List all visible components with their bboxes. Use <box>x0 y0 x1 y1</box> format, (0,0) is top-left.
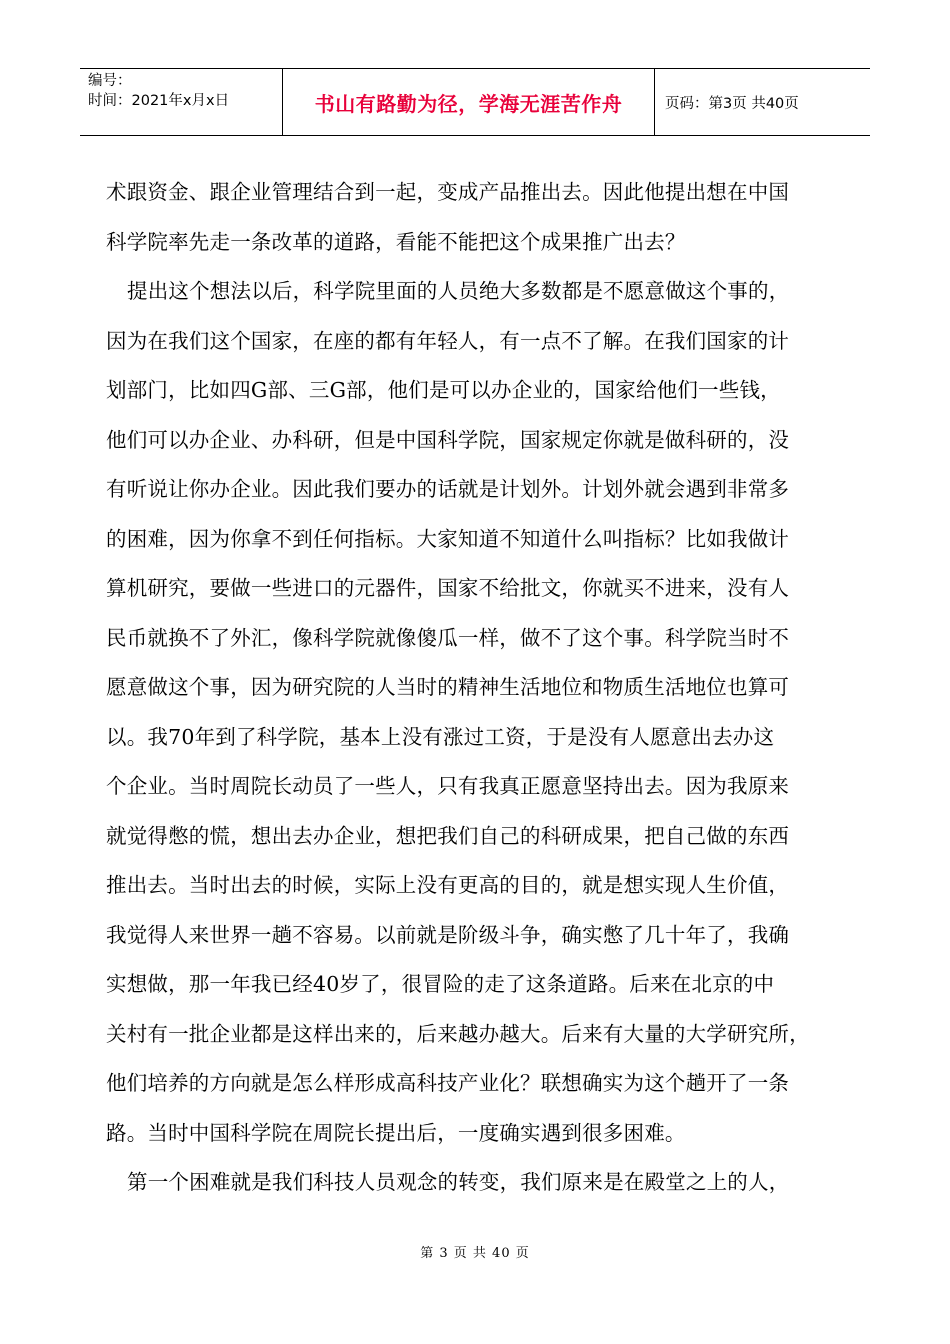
body-line: 的困难，因为你拿不到任何指标。大家知道不知道什么叫指标？比如我做计 <box>106 526 790 551</box>
body-line: 他们培养的方向就是怎么样形成高科技产业化？联想确实为这个趟开了一条 <box>106 1071 790 1095</box>
body-line: 个企业。当时周院长动员了一些人，只有我真正愿意坚持出去。因为我原来 <box>106 774 790 798</box>
body-line: 我觉得人来世界一趟不容易。以前就是阶级斗争，确实憋了几十年了，我确 <box>106 922 790 947</box>
body-line: 算机研究，要做一些进口的元器件，国家不给批文，你就买不进来，没有人 <box>106 576 790 600</box>
document-body <box>106 168 848 1208</box>
body-line: 第一个困难就是我们科技人员观念的转变，我们原来是在殿堂之上的人， <box>127 1170 790 1194</box>
body-line: 他们可以办企业、办科研，但是中国科学院，国家规定你就是做科研的，没 <box>106 427 790 452</box>
body-line: 因为在我们这个国家，在座的都有年轻人，有一点不了解。在我们国家的计 <box>106 328 790 353</box>
body-line: 以。我70年到了科学院，基本上没有涨过工资，于是没有人愿意出去办这 <box>106 724 775 749</box>
body-line: 术跟资金、跟企业管理结合到一起，变成产品推出去。因此他提出想在中国 <box>106 180 790 204</box>
body-line: 关村有一批企业都是这样出来的，后来越办越大。后来有大量的大学研究所， <box>106 1021 810 1046</box>
header-page-info: 页码：第3页 共40页 <box>665 95 799 112</box>
header-meta <box>80 69 283 135</box>
page-footer: 第 3 页 共 40 页 <box>420 1246 530 1261</box>
body-line: 就觉得憋的慌，想出去办企业，想把我们自己的科研成果，把自己做的东西 <box>106 823 790 848</box>
body-line: 实想做，那一年我已经40岁了，很冒险的走了这条道路。后来在北京的中 <box>106 972 775 996</box>
header-motto: 书山有路勤为径，学海无涯苦作舟 <box>283 69 655 135</box>
body-line: 愿意做这个事，因为研究院的人当时的精神生活地位和物质生活地位也算可 <box>106 675 790 699</box>
number-label: 编号： <box>88 73 132 89</box>
body-line: 民币就换不了外汇，像科学院就像傻瓜一样，做不了这个事。科学院当时不 <box>106 625 790 650</box>
body-line: 推出去。当时出去的时候，实际上没有更高的目的，就是想实现人生价值， <box>106 873 790 897</box>
page-header <box>80 68 870 136</box>
body-line: 有听说让你办企业。因此我们要办的话就是计划外。计划外就会遇到非常多 <box>106 477 790 501</box>
body-line: 科学院率先走一条改革的道路，看能不能把这个成果推广出去？ <box>106 229 686 254</box>
date-label: 时间：2021年x月x日 <box>88 93 230 109</box>
body-line: 提出这个想法以后，科学院里面的人员绝大多数都是不愿意做这个事的， <box>127 279 790 303</box>
body-line: 路。当时中国科学院在周院长提出后，一度确实遇到很多困难。 <box>106 1120 686 1145</box>
body-line: 划部门，比如四G部、三G部，他们是可以办企业的，国家给他们一些钱， <box>106 378 781 402</box>
